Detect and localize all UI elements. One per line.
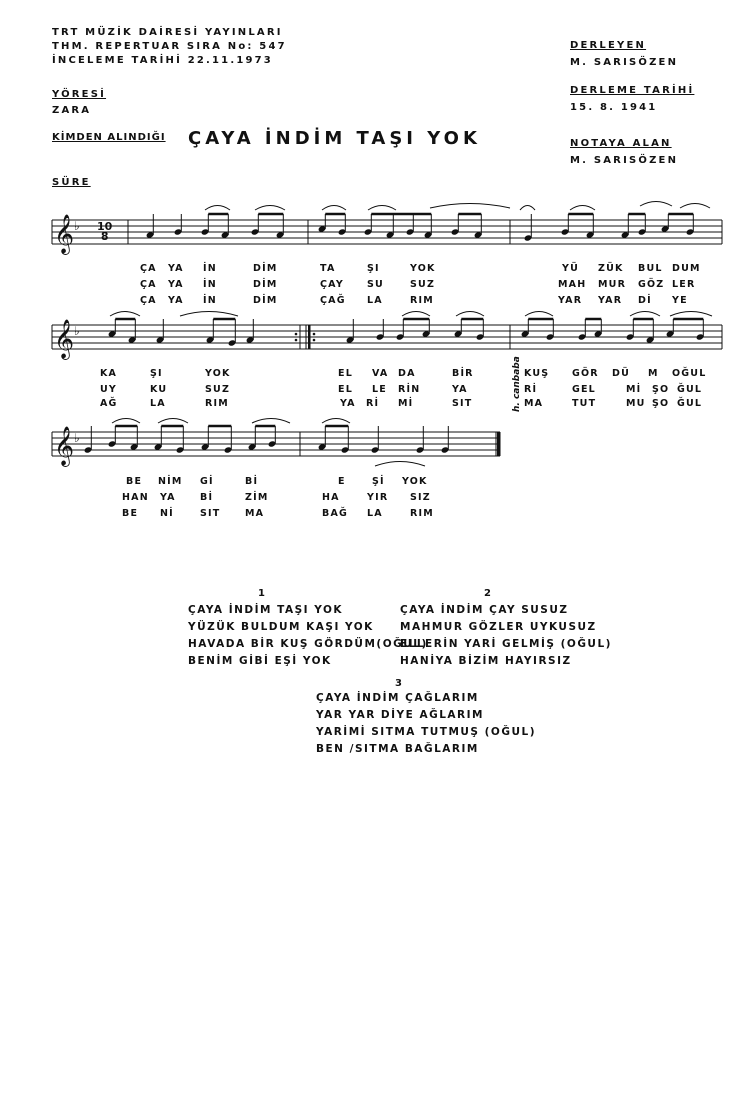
syllable: BE <box>122 508 139 519</box>
syllable: ZİM <box>245 492 269 503</box>
slur <box>525 312 553 317</box>
syllable: YA <box>168 295 184 306</box>
syllable: BİR <box>452 368 474 379</box>
syllable: YA <box>168 263 184 274</box>
slur <box>255 206 285 211</box>
syllable: MA <box>524 398 544 409</box>
syllable: Gİ <box>200 476 214 487</box>
treble-clef-icon: 𝄞 <box>54 426 75 466</box>
syllable: LA <box>367 508 383 519</box>
syllable: YOK <box>205 368 231 379</box>
slur <box>456 312 484 317</box>
slur <box>252 419 290 424</box>
syllable: SUZ <box>410 279 436 290</box>
flat-icon: ♭ <box>74 219 80 233</box>
syllable: İN <box>203 279 217 290</box>
syllable: Rİ <box>366 398 380 409</box>
review-date: İNCELEME TARİHİ 22.11.1973 <box>52 55 273 66</box>
slur <box>322 419 350 424</box>
syllable: YOK <box>410 263 436 274</box>
syllable: YA <box>168 279 184 290</box>
publisher-line1: TRT MÜZİK DAİRESİ YAYINLARI <box>52 27 283 38</box>
syllable: E <box>338 476 346 487</box>
syllable: YA <box>160 492 176 503</box>
repeat-dot <box>295 333 298 336</box>
syllable: DÜ <box>612 368 630 379</box>
time-signature <box>97 222 112 242</box>
repeat-barline <box>308 325 311 349</box>
verse-3 <box>316 690 536 758</box>
syllable: SIT <box>200 508 221 519</box>
transcriber-signature: h. canbaba <box>512 356 522 412</box>
slur <box>368 206 396 211</box>
slur <box>630 312 660 317</box>
syllable: İN <box>203 295 217 306</box>
syllable: Bİ <box>200 492 214 503</box>
verse-line: YARİMİ SITMA TUTMUŞ (OĞUL) <box>316 726 536 738</box>
time-signature-bottom: 8 <box>100 230 109 243</box>
syllable: SIT <box>452 398 473 409</box>
time-signature-top: 10 <box>97 220 113 233</box>
verse-2 <box>400 602 612 670</box>
slur <box>520 206 535 211</box>
verse-line: BEN /SITMA BAĞLARIM <box>316 743 479 755</box>
duration-label: SÜRE <box>52 177 91 188</box>
syllable: YA <box>340 398 356 409</box>
verse-line: HANİYA BİZİM HAYIRSIZ <box>400 655 572 667</box>
syllable: RIM <box>410 508 434 519</box>
slur <box>570 206 595 211</box>
publisher-line2: THM. REPERTUAR SIRA No: 547 <box>52 41 287 52</box>
syllable: Rİ <box>524 384 538 395</box>
syllable: TA <box>320 263 336 274</box>
syllable: ŞO <box>652 384 670 395</box>
syllable: ŞO <box>652 398 670 409</box>
syllable: YÜ <box>562 263 579 274</box>
syllable: LE <box>372 384 387 395</box>
slur <box>180 312 238 317</box>
syllable: ĞUL <box>677 384 703 395</box>
verse-line: HAVADA BİR KUŞ GÖRDÜM(OĞUL) <box>188 638 428 650</box>
verse-line: BENİM GİBİ EŞİ YOK <box>188 655 332 667</box>
syllable: LER <box>672 279 696 290</box>
slur <box>112 419 140 424</box>
syllable: KU <box>150 384 168 395</box>
syllable: ÇAY <box>320 279 344 290</box>
syllable: Dİ <box>638 295 652 306</box>
syllable: YOK <box>402 476 428 487</box>
syllable: Mİ <box>398 398 414 409</box>
syllable: ŞI <box>367 263 380 274</box>
verse-line: ÇAYA İNDİM TAŞI YOK <box>188 604 344 616</box>
treble-clef-icon: 𝄞 <box>54 214 75 254</box>
syllable: DİM <box>253 295 278 306</box>
syllable: YAR <box>558 295 583 306</box>
slur <box>205 206 230 211</box>
slur <box>158 419 188 424</box>
repeat-dot <box>313 333 316 336</box>
treble-clef-icon: 𝄞 <box>54 319 75 359</box>
syllable: YA <box>452 384 468 395</box>
syllable: TUT <box>572 398 597 409</box>
syllable: UY <box>100 384 117 395</box>
verse-line: ELLERİN YARİ GELMİŞ (OĞUL) <box>400 638 612 650</box>
syllable: ÇA <box>140 263 157 274</box>
syllable: MA <box>245 508 265 519</box>
syllable: ÇA <box>140 295 157 306</box>
syllable: Bİ <box>245 476 259 487</box>
slur <box>110 312 140 317</box>
source-label: KİMDEN ALINDIĞI <box>52 132 166 143</box>
syllable: RIM <box>410 295 434 306</box>
syllable: GEL <box>572 384 596 395</box>
verse-1-number: 1 <box>258 588 265 599</box>
syllable: SUZ <box>205 384 231 395</box>
syllable: YIR <box>367 492 389 503</box>
syllable: KA <box>100 368 118 379</box>
verse-line: YÜZÜK BULDUM KAŞI YOK <box>188 621 374 633</box>
verse-line: MAHMUR GÖZLER UYKUSUZ <box>400 621 597 633</box>
syllable: DA <box>398 368 416 379</box>
syllable: SU <box>367 279 384 290</box>
syllable: EL <box>338 384 353 395</box>
song-title: ÇAYA İNDİM TAŞI YOK <box>188 128 481 149</box>
compile-date-value: 15. 8. 1941 <box>570 102 658 113</box>
syllable: LA <box>150 398 166 409</box>
syllable: OĞUL <box>672 368 707 379</box>
verse-line: YAR YAR DİYE AĞLARIM <box>316 709 484 721</box>
syllable: ZÜK <box>598 263 624 274</box>
syllable: HAN <box>122 492 149 503</box>
syllable: DİM <box>253 279 278 290</box>
syllable: AĞ <box>100 398 118 409</box>
syllable: LA <box>367 295 383 306</box>
syllable: ĞUL <box>677 398 703 409</box>
syllable: EL <box>338 368 353 379</box>
syllable: DİM <box>253 263 278 274</box>
syllable: YE <box>672 295 688 306</box>
slur <box>375 462 425 467</box>
verse-1 <box>188 602 428 670</box>
syllable: RİN <box>398 384 421 395</box>
slur <box>402 312 430 317</box>
syllable: HA <box>322 492 340 503</box>
syllable: BAĞ <box>322 508 348 519</box>
syllable: DUM <box>672 263 701 274</box>
flat-icon: ♭ <box>74 324 80 338</box>
verse-2-number: 2 <box>484 588 491 599</box>
syllable: Nİ <box>160 508 174 519</box>
region-value: ZARA <box>52 105 92 116</box>
slur <box>430 204 510 209</box>
syllable: BE <box>126 476 143 487</box>
syllable: Şİ <box>372 476 385 487</box>
compiler-value: M. SARISÖZEN <box>570 57 679 68</box>
syllable: ÇA <box>140 279 157 290</box>
repeat-dot <box>313 339 316 342</box>
notation-label: NOTAYA ALAN <box>570 138 672 149</box>
syllable: RIM <box>205 398 229 409</box>
compiler-label: DERLEYEN <box>570 40 647 51</box>
syllable: GÖZ <box>638 279 665 290</box>
region-label: YÖRESİ <box>52 89 107 100</box>
slur <box>670 312 712 317</box>
syllable: MU <box>626 398 646 409</box>
syllable: ÇAĞ <box>320 295 346 306</box>
slur <box>640 202 672 207</box>
syllable: GÖR <box>572 368 599 379</box>
verse-line: ÇAYA İNDİM ÇAY SUSUZ <box>400 604 569 616</box>
verse-line: ÇAYA İNDİM ÇAĞLARIM <box>316 692 479 704</box>
flat-icon: ♭ <box>74 431 80 445</box>
syllable: Mİ <box>626 384 642 395</box>
slur <box>322 206 346 211</box>
syllable: SIZ <box>410 492 431 503</box>
verse-3-number: 3 <box>395 678 402 689</box>
syllable: NİM <box>158 476 183 487</box>
syllable: KUŞ <box>524 368 550 379</box>
syllable: MUR <box>598 279 627 290</box>
syllable: BUL <box>638 263 663 274</box>
syllable: İN <box>203 263 217 274</box>
final-barline <box>497 432 500 456</box>
syllable: YAR <box>598 295 623 306</box>
syllable: MAH <box>558 279 587 290</box>
notation-value: M. SARISÖZEN <box>570 155 679 166</box>
compile-date-label: DERLEME TARİHİ <box>570 85 695 96</box>
slur <box>680 204 710 209</box>
syllable: VA <box>372 368 389 379</box>
repeat-dot <box>295 339 298 342</box>
syllable: ŞI <box>150 368 163 379</box>
syllable: M <box>648 368 659 379</box>
